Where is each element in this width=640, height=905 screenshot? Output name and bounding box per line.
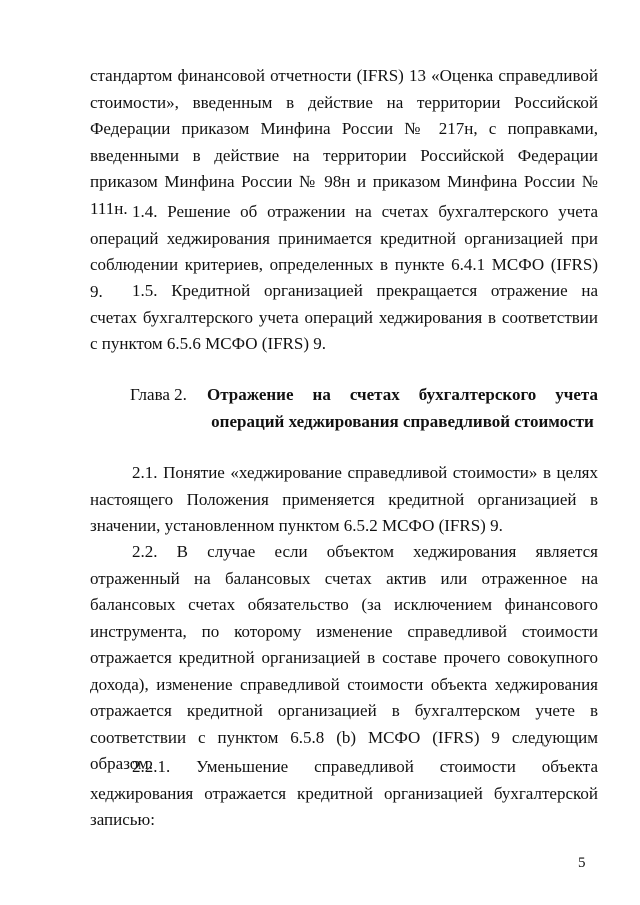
paragraph-continuation: стандартом финансовой отчетности (IFRS) 13 «Оценка справедливой стоимости», введенным в действие на территории Российской Федерации приказом Минфина России № 217н, с поправками, введенными в действие на территории Российской Федерации приказом Минфина России № 98н и приказом Минфина России № 111н. [90, 66, 598, 218]
paragraph-2-1: 2.1. Понятие «хеджирование справедливой стоимости» в целях настоящего Положения применяется кредитной организацией в значении, установленном пунктом 6.5.2 МСФО (IFRS) 9. [90, 463, 598, 535]
page-number: 5 [578, 855, 586, 871]
chapter-label: Глава 2. [130, 385, 187, 404]
paragraph-1-4: 1.4. Решение об отражении на счетах бухгалтерского учета операций хеджирования принимается кредитной организацией при соблюдении критериев, определенных в пункте 6.4.1 МСФО (IFRS) 9. [90, 202, 598, 301]
paragraph-2-2: 2.2. В случае если объектом хеджирования является отраженный на балансовых счетах актив или отраженное на балансовых счетах обязательство (за исключением финансового инструмента, по которому изменение справедливой стоимости отражается кредитной организацией в составе прочего совокупного дохода), изменение справедливой стоимости объекта хеджирования отражается кредитной организацией в бухгалтерском учете в соответствии с пунктом 6.5.8 (b) МСФО (IFRS) 9 следующим образом. [90, 542, 598, 773]
paragraph-1-5: 1.5. Кредитной организацией прекращается отражение на счетах бухгалтерского учета операций хеджирования в соответствии с пунктом 6.5.6 МСФО (IFRS) 9. [90, 281, 598, 353]
chapter-title: Отражение на счетах бухгалтерского учета операций хеджирования справедливой стоимости [207, 385, 598, 431]
paragraph-2-2-1: 2.2.1. Уменьшение справедливой стоимости объекта хеджирования отражается кредитной организацией бухгалтерской записью: [90, 757, 598, 829]
